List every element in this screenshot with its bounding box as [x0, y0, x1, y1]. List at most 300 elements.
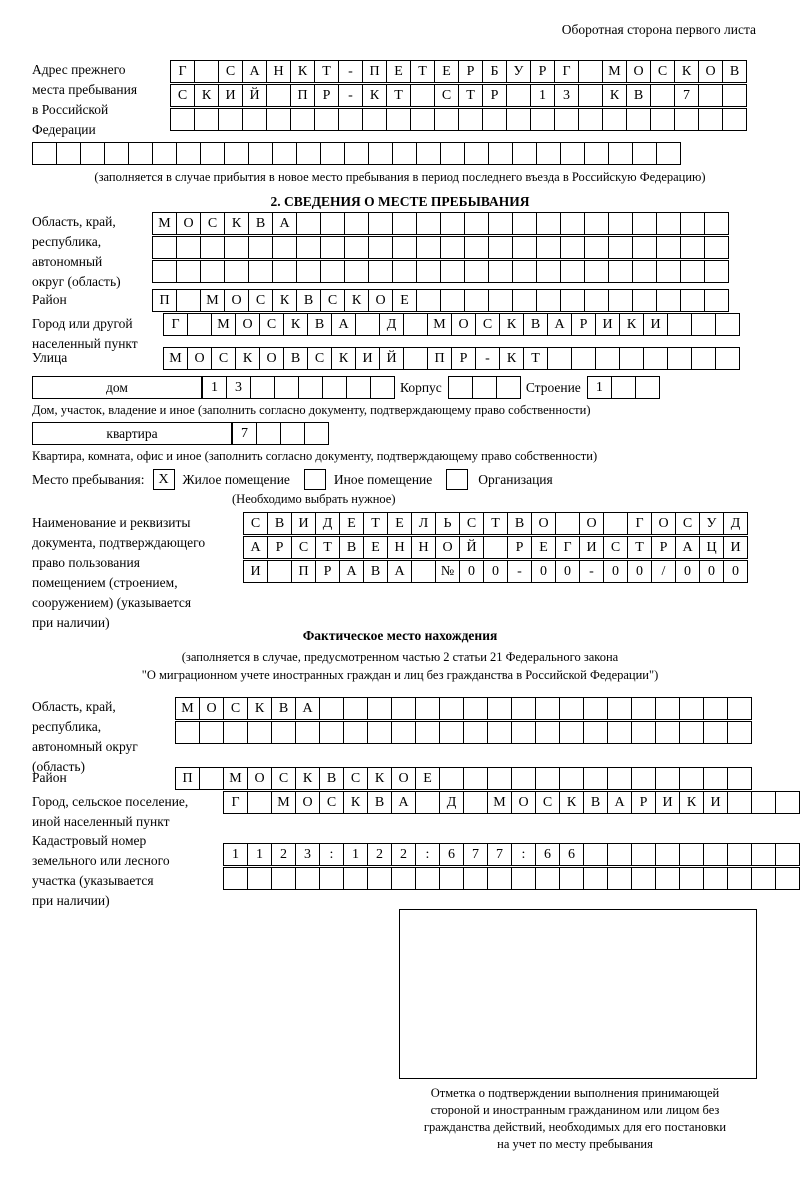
char-cell[interactable] — [338, 108, 363, 131]
char-cell[interactable] — [656, 236, 681, 259]
char-cell[interactable]: К — [295, 767, 320, 790]
char-cell[interactable] — [344, 236, 369, 259]
char-cell[interactable] — [200, 236, 225, 259]
checkbox-zhiloe[interactable]: Х — [153, 469, 175, 490]
char-cell[interactable] — [679, 697, 704, 720]
char-cell[interactable] — [199, 721, 224, 744]
char-cell[interactable] — [611, 376, 636, 399]
char-cell[interactable] — [296, 260, 321, 283]
char-cell[interactable]: У — [506, 60, 531, 83]
char-cell[interactable]: В — [339, 536, 364, 559]
char-cell[interactable] — [583, 697, 608, 720]
char-cell[interactable]: А — [547, 313, 572, 336]
char-cell[interactable]: К — [272, 289, 297, 312]
char-cell[interactable] — [727, 697, 752, 720]
char-cell[interactable]: В — [722, 60, 747, 83]
char-cell[interactable]: : — [415, 843, 440, 866]
char-cell[interactable] — [187, 313, 212, 336]
char-cell[interactable]: М — [427, 313, 452, 336]
char-cell[interactable]: С — [319, 791, 344, 814]
char-cell[interactable]: В — [248, 212, 273, 235]
char-cell[interactable] — [367, 721, 392, 744]
char-cell[interactable] — [440, 142, 465, 165]
char-cell[interactable]: 2 — [271, 843, 296, 866]
char-cell[interactable] — [176, 236, 201, 259]
char-cell[interactable]: - — [338, 60, 363, 83]
char-cell[interactable]: Р — [507, 536, 532, 559]
char-cell[interactable]: Е — [392, 289, 417, 312]
char-cell[interactable] — [511, 721, 536, 744]
char-cell[interactable] — [487, 721, 512, 744]
char-cell[interactable] — [578, 60, 603, 83]
char-cell[interactable] — [655, 867, 680, 890]
char-cell[interactable]: В — [367, 791, 392, 814]
char-cell[interactable] — [608, 142, 633, 165]
char-cell[interactable]: Е — [415, 767, 440, 790]
char-cell[interactable]: С — [200, 212, 225, 235]
char-cell[interactable]: Т — [458, 84, 483, 107]
char-cell[interactable] — [583, 843, 608, 866]
char-cell[interactable] — [511, 767, 536, 790]
char-cell[interactable] — [194, 108, 219, 131]
char-cell[interactable] — [608, 236, 633, 259]
char-cell[interactable]: С — [223, 697, 248, 720]
char-cell[interactable] — [224, 142, 249, 165]
char-cell[interactable] — [626, 108, 651, 131]
char-cell[interactable]: Т — [523, 347, 548, 370]
char-cell[interactable]: Д — [723, 512, 748, 535]
char-cell[interactable] — [584, 260, 609, 283]
cadastral-row-1[interactable] — [223, 843, 799, 866]
char-cell[interactable]: Р — [315, 560, 340, 583]
char-cell[interactable] — [656, 260, 681, 283]
char-cell[interactable]: 0 — [555, 560, 580, 583]
char-cell[interactable] — [554, 108, 579, 131]
char-cell[interactable]: - — [507, 560, 532, 583]
char-cell[interactable] — [410, 84, 435, 107]
char-cell[interactable] — [416, 236, 441, 259]
char-cell[interactable] — [727, 867, 752, 890]
char-cell[interactable] — [607, 697, 632, 720]
char-cell[interactable]: Ц — [699, 536, 724, 559]
char-cell[interactable] — [266, 108, 291, 131]
char-cell[interactable]: П — [362, 60, 387, 83]
char-cell[interactable] — [411, 560, 436, 583]
char-cell[interactable] — [346, 376, 371, 399]
document-row-3[interactable] — [243, 560, 747, 583]
char-cell[interactable]: И — [595, 313, 620, 336]
char-cell[interactable]: С — [211, 347, 236, 370]
char-cell[interactable] — [152, 142, 177, 165]
char-cell[interactable] — [578, 84, 603, 107]
char-cell[interactable]: М — [487, 791, 512, 814]
char-cell[interactable]: К — [283, 313, 308, 336]
char-cell[interactable] — [506, 108, 531, 131]
char-cell[interactable]: А — [295, 697, 320, 720]
char-cell[interactable] — [266, 84, 291, 107]
char-cell[interactable] — [152, 236, 177, 259]
char-cell[interactable] — [368, 260, 393, 283]
char-cell[interactable]: С — [218, 60, 243, 83]
char-cell[interactable] — [439, 721, 464, 744]
checkbox-inoe[interactable] — [304, 469, 326, 490]
char-cell[interactable] — [775, 867, 800, 890]
char-cell[interactable] — [655, 721, 680, 744]
char-cell[interactable] — [703, 843, 728, 866]
char-cell[interactable] — [242, 108, 267, 131]
char-cell[interactable]: Г — [223, 791, 248, 814]
char-cell[interactable]: О — [295, 791, 320, 814]
document-row-2[interactable] — [243, 536, 747, 559]
char-cell[interactable] — [440, 212, 465, 235]
char-cell[interactable] — [280, 422, 305, 445]
char-cell[interactable]: С — [434, 84, 459, 107]
char-cell[interactable] — [703, 697, 728, 720]
char-cell[interactable] — [295, 867, 320, 890]
char-cell[interactable] — [416, 142, 441, 165]
char-cell[interactable] — [608, 260, 633, 283]
char-cell[interactable]: С — [259, 313, 284, 336]
char-cell[interactable]: Е — [386, 60, 411, 83]
char-cell[interactable] — [751, 791, 776, 814]
house-cells[interactable] — [202, 376, 394, 399]
char-cell[interactable]: 0 — [459, 560, 484, 583]
char-cell[interactable] — [416, 260, 441, 283]
checkbox-organizaciya[interactable] — [446, 469, 468, 490]
actual-district-row[interactable] — [175, 767, 751, 790]
char-cell[interactable]: С — [307, 347, 332, 370]
char-cell[interactable]: Р — [530, 60, 555, 83]
char-cell[interactable] — [463, 767, 488, 790]
char-cell[interactable]: 6 — [559, 843, 584, 866]
char-cell[interactable]: / — [651, 560, 676, 583]
char-cell[interactable]: В — [507, 512, 532, 535]
document-row-1[interactable] — [243, 512, 747, 535]
char-cell[interactable] — [680, 236, 705, 259]
char-cell[interactable] — [607, 767, 632, 790]
stroenie-cells[interactable] — [587, 376, 659, 399]
char-cell[interactable]: О — [531, 512, 556, 535]
char-cell[interactable]: Е — [434, 60, 459, 83]
char-cell[interactable] — [343, 721, 368, 744]
region-row-1[interactable] — [152, 212, 728, 235]
char-cell[interactable]: В — [583, 791, 608, 814]
char-cell[interactable]: О — [176, 212, 201, 235]
char-cell[interactable] — [344, 260, 369, 283]
char-cell[interactable] — [488, 142, 513, 165]
char-cell[interactable] — [632, 260, 657, 283]
char-cell[interactable] — [487, 867, 512, 890]
char-cell[interactable] — [104, 142, 129, 165]
char-cell[interactable] — [751, 867, 776, 890]
char-cell[interactable] — [679, 767, 704, 790]
char-cell[interactable]: Т — [483, 512, 508, 535]
char-cell[interactable] — [535, 721, 560, 744]
char-cell[interactable]: Д — [439, 791, 464, 814]
char-cell[interactable] — [559, 867, 584, 890]
char-cell[interactable] — [536, 260, 561, 283]
char-cell[interactable] — [367, 867, 392, 890]
char-cell[interactable]: 6 — [439, 843, 464, 866]
char-cell[interactable] — [439, 867, 464, 890]
char-cell[interactable] — [583, 767, 608, 790]
char-cell[interactable]: 3 — [554, 84, 579, 107]
char-cell[interactable] — [703, 767, 728, 790]
char-cell[interactable]: 3 — [226, 376, 251, 399]
char-cell[interactable] — [584, 236, 609, 259]
char-cell[interactable]: К — [344, 289, 369, 312]
char-cell[interactable]: С — [535, 791, 560, 814]
char-cell[interactable] — [656, 212, 681, 235]
char-cell[interactable]: Т — [386, 84, 411, 107]
char-cell[interactable] — [511, 867, 536, 890]
char-cell[interactable] — [386, 108, 411, 131]
char-cell[interactable]: Д — [315, 512, 340, 535]
char-cell[interactable]: М — [271, 791, 296, 814]
char-cell[interactable]: Р — [458, 60, 483, 83]
char-cell[interactable]: С — [675, 512, 700, 535]
char-cell[interactable]: К — [194, 84, 219, 107]
char-cell[interactable]: О — [391, 767, 416, 790]
char-cell[interactable] — [488, 260, 513, 283]
char-cell[interactable] — [530, 108, 555, 131]
char-cell[interactable] — [584, 212, 609, 235]
char-cell[interactable]: К — [362, 84, 387, 107]
char-cell[interactable]: № — [435, 560, 460, 583]
char-cell[interactable]: М — [175, 697, 200, 720]
char-cell[interactable] — [607, 721, 632, 744]
char-cell[interactable] — [632, 142, 657, 165]
char-cell[interactable]: 0 — [531, 560, 556, 583]
char-cell[interactable] — [248, 260, 273, 283]
char-cell[interactable]: Р — [451, 347, 476, 370]
char-cell[interactable] — [343, 697, 368, 720]
char-cell[interactable] — [635, 376, 660, 399]
char-cell[interactable]: А — [242, 60, 267, 83]
char-cell[interactable]: О — [259, 347, 284, 370]
char-cell[interactable]: Т — [314, 60, 339, 83]
char-cell[interactable]: Г — [170, 60, 195, 83]
char-cell[interactable] — [496, 376, 521, 399]
char-cell[interactable]: Л — [411, 512, 436, 535]
char-cell[interactable]: Г — [555, 536, 580, 559]
char-cell[interactable] — [176, 289, 201, 312]
char-cell[interactable] — [631, 843, 656, 866]
char-cell[interactable] — [631, 697, 656, 720]
char-cell[interactable] — [536, 212, 561, 235]
char-cell[interactable]: Н — [387, 536, 412, 559]
char-cell[interactable] — [343, 867, 368, 890]
char-cell[interactable] — [392, 260, 417, 283]
char-cell[interactable] — [463, 721, 488, 744]
prev-address-row-3[interactable] — [170, 108, 746, 131]
char-cell[interactable] — [536, 236, 561, 259]
char-cell[interactable] — [410, 108, 435, 131]
char-cell[interactable] — [680, 212, 705, 235]
char-cell[interactable] — [448, 376, 473, 399]
char-cell[interactable] — [650, 84, 675, 107]
char-cell[interactable]: С — [603, 536, 628, 559]
char-cell[interactable] — [655, 767, 680, 790]
char-cell[interactable] — [679, 867, 704, 890]
char-cell[interactable] — [667, 347, 692, 370]
char-cell[interactable] — [403, 313, 428, 336]
char-cell[interactable] — [727, 843, 752, 866]
char-cell[interactable] — [727, 791, 752, 814]
char-cell[interactable]: М — [152, 212, 177, 235]
char-cell[interactable] — [392, 212, 417, 235]
prev-address-row-1[interactable] — [170, 60, 746, 83]
char-cell[interactable]: И — [355, 347, 380, 370]
char-cell[interactable] — [322, 376, 347, 399]
char-cell[interactable]: В — [307, 313, 332, 336]
char-cell[interactable]: К — [602, 84, 627, 107]
char-cell[interactable] — [506, 84, 531, 107]
char-cell[interactable]: В — [271, 697, 296, 720]
char-cell[interactable] — [464, 260, 489, 283]
char-cell[interactable] — [370, 376, 395, 399]
char-cell[interactable]: П — [291, 560, 316, 583]
char-cell[interactable] — [584, 142, 609, 165]
char-cell[interactable] — [416, 289, 441, 312]
char-cell[interactable]: П — [175, 767, 200, 790]
char-cell[interactable]: К — [679, 791, 704, 814]
char-cell[interactable]: В — [283, 347, 308, 370]
char-cell[interactable]: П — [427, 347, 452, 370]
city-row[interactable] — [163, 313, 739, 336]
char-cell[interactable]: А — [339, 560, 364, 583]
char-cell[interactable] — [722, 108, 747, 131]
char-cell[interactable]: О — [579, 512, 604, 535]
char-cell[interactable] — [560, 142, 585, 165]
char-cell[interactable] — [250, 376, 275, 399]
char-cell[interactable] — [464, 212, 489, 235]
char-cell[interactable]: О — [247, 767, 272, 790]
char-cell[interactable]: Т — [315, 536, 340, 559]
char-cell[interactable] — [416, 212, 441, 235]
char-cell[interactable]: Н — [411, 536, 436, 559]
char-cell[interactable]: Г — [554, 60, 579, 83]
char-cell[interactable]: И — [643, 313, 668, 336]
char-cell[interactable]: М — [602, 60, 627, 83]
char-cell[interactable] — [680, 260, 705, 283]
prev-address-row-2[interactable] — [170, 84, 746, 107]
char-cell[interactable] — [314, 108, 339, 131]
char-cell[interactable] — [674, 108, 699, 131]
char-cell[interactable] — [247, 721, 272, 744]
char-cell[interactable] — [488, 289, 513, 312]
char-cell[interactable] — [80, 142, 105, 165]
char-cell[interactable] — [464, 236, 489, 259]
char-cell[interactable] — [464, 289, 489, 312]
char-cell[interactable]: 1 — [343, 843, 368, 866]
char-cell[interactable] — [607, 843, 632, 866]
char-cell[interactable] — [631, 767, 656, 790]
stamp-box[interactable] — [399, 909, 757, 1079]
char-cell[interactable] — [722, 84, 747, 107]
cadastral-row-2[interactable] — [223, 867, 799, 890]
char-cell[interactable]: Н — [266, 60, 291, 83]
char-cell[interactable]: М — [211, 313, 236, 336]
char-cell[interactable] — [650, 108, 675, 131]
district-row[interactable] — [152, 289, 728, 312]
char-cell[interactable] — [632, 289, 657, 312]
region-row-3[interactable] — [152, 260, 728, 283]
char-cell[interactable] — [583, 867, 608, 890]
char-cell[interactable]: В — [296, 289, 321, 312]
char-cell[interactable] — [578, 108, 603, 131]
char-cell[interactable]: 1 — [247, 843, 272, 866]
char-cell[interactable] — [368, 236, 393, 259]
char-cell[interactable]: : — [319, 843, 344, 866]
char-cell[interactable] — [256, 422, 281, 445]
char-cell[interactable] — [487, 767, 512, 790]
char-cell[interactable] — [295, 721, 320, 744]
char-cell[interactable]: А — [607, 791, 632, 814]
char-cell[interactable]: К — [224, 212, 249, 235]
char-cell[interactable] — [704, 260, 729, 283]
char-cell[interactable] — [320, 260, 345, 283]
char-cell[interactable] — [200, 260, 225, 283]
char-cell[interactable]: 1 — [587, 376, 612, 399]
char-cell[interactable] — [320, 212, 345, 235]
char-cell[interactable] — [632, 212, 657, 235]
char-cell[interactable] — [272, 142, 297, 165]
char-cell[interactable] — [560, 260, 585, 283]
char-cell[interactable] — [583, 721, 608, 744]
char-cell[interactable]: Р — [651, 536, 676, 559]
char-cell[interactable] — [511, 697, 536, 720]
char-cell[interactable]: Г — [627, 512, 652, 535]
char-cell[interactable] — [267, 560, 292, 583]
char-cell[interactable] — [391, 721, 416, 744]
char-cell[interactable]: Ь — [435, 512, 460, 535]
flat-cells[interactable] — [232, 422, 328, 445]
char-cell[interactable]: С — [170, 84, 195, 107]
char-cell[interactable] — [223, 867, 248, 890]
char-cell[interactable]: И — [218, 84, 243, 107]
char-cell[interactable]: У — [699, 512, 724, 535]
char-cell[interactable] — [680, 289, 705, 312]
char-cell[interactable] — [223, 721, 248, 744]
char-cell[interactable] — [344, 142, 369, 165]
char-cell[interactable] — [440, 236, 465, 259]
char-cell[interactable] — [775, 791, 800, 814]
char-cell[interactable] — [679, 721, 704, 744]
char-cell[interactable] — [403, 347, 428, 370]
char-cell[interactable] — [319, 721, 344, 744]
char-cell[interactable] — [199, 767, 224, 790]
char-cell[interactable]: И — [243, 560, 268, 583]
char-cell[interactable]: К — [674, 60, 699, 83]
char-cell[interactable] — [704, 236, 729, 259]
char-cell[interactable] — [248, 142, 273, 165]
char-cell[interactable] — [704, 289, 729, 312]
char-cell[interactable] — [703, 721, 728, 744]
char-cell[interactable] — [247, 867, 272, 890]
char-cell[interactable] — [218, 108, 243, 131]
char-cell[interactable] — [487, 697, 512, 720]
char-cell[interactable] — [555, 512, 580, 535]
char-cell[interactable] — [296, 236, 321, 259]
char-cell[interactable]: И — [703, 791, 728, 814]
char-cell[interactable] — [698, 84, 723, 107]
char-cell[interactable] — [440, 289, 465, 312]
char-cell[interactable] — [667, 313, 692, 336]
char-cell[interactable]: И — [655, 791, 680, 814]
char-cell[interactable] — [631, 867, 656, 890]
char-cell[interactable] — [512, 289, 537, 312]
